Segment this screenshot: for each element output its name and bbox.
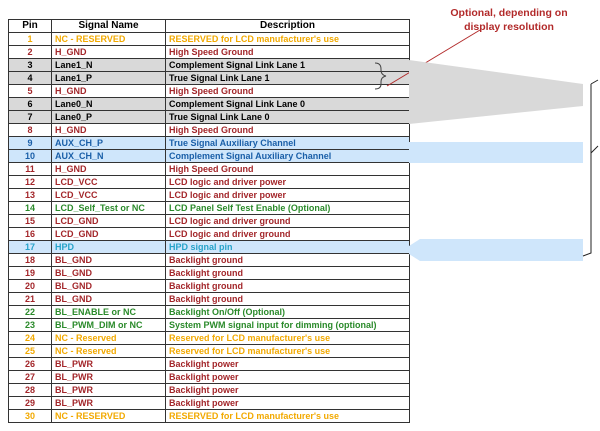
lane1-brace — [375, 63, 386, 89]
signal-name-cell: LCD_VCC — [52, 189, 166, 202]
description-cell: Backlight power — [166, 384, 410, 397]
signal-name-cell: BL_GND — [52, 254, 166, 267]
signal-name-cell: LCD_GND — [52, 215, 166, 228]
pin-cell: 23 — [9, 319, 52, 332]
header-pin: Pin — [9, 20, 52, 33]
signal-name-cell: LCD_Self_Test or NC — [52, 202, 166, 215]
signal-name-cell: NC - Reserved — [52, 332, 166, 345]
pin-cell: 29 — [9, 397, 52, 410]
pin-cell: 10 — [9, 150, 52, 163]
pin-cell: 7 — [9, 111, 52, 124]
signal-name-cell: BL_PWR — [52, 371, 166, 384]
signal-name-cell: BL_PWR — [52, 384, 166, 397]
description-cell: Backlight ground — [166, 267, 410, 280]
signal-name-cell: BL_GND — [52, 293, 166, 306]
description-cell: High Speed Ground — [166, 124, 410, 137]
annotation-line-2: display resolution — [464, 21, 554, 33]
description-cell: Complement Signal Link Lane 0 — [166, 98, 410, 111]
pin-cell: 25 — [9, 345, 52, 358]
signal-name-cell: BL_GND — [52, 280, 166, 293]
description-cell: True Signal Auxiliary Channel — [166, 137, 410, 150]
pin-cell: 16 — [9, 228, 52, 241]
description-cell: Backlight On/Off (Optional) — [166, 306, 410, 319]
description-cell: Backlight ground — [166, 254, 410, 267]
signal-name-cell: H_GND — [52, 163, 166, 176]
header-signal-name: Signal Name — [52, 20, 166, 33]
signal-name-cell: H_GND — [52, 85, 166, 98]
pin-cell: 12 — [9, 176, 52, 189]
description-cell: Complement Signal Auxiliary Channel — [166, 150, 410, 163]
signal-name-cell: NC - RESERVED — [52, 410, 166, 423]
pin-cell: 24 — [9, 332, 52, 345]
description-cell: Reserved for LCD manufacturer's use — [166, 345, 410, 358]
signal-name-cell: BL_PWR — [52, 397, 166, 410]
description-cell: Reserved for LCD manufacturer's use — [166, 332, 410, 345]
header-description: Description — [166, 20, 410, 33]
description-cell: Complement Signal Link Lane 1 — [166, 59, 410, 72]
annotation-line-1: Optional, depending on — [450, 7, 568, 19]
pin-cell: 17 — [9, 241, 52, 254]
description-cell: LCD logic and driver ground — [166, 215, 410, 228]
description-cell: Backlight ground — [166, 293, 410, 306]
pin-cell: 15 — [9, 215, 52, 228]
aux-band — [409, 142, 583, 163]
signal-name-cell: Lane1_N — [52, 59, 166, 72]
signal-name-cell: NC - Reserved — [52, 345, 166, 358]
description-cell: LCD logic and driver ground — [166, 228, 410, 241]
pin-cell: 19 — [9, 267, 52, 280]
pin-cell: 13 — [9, 189, 52, 202]
pin-cell: 21 — [9, 293, 52, 306]
pin-cell: 22 — [9, 306, 52, 319]
description-cell: High Speed Ground — [166, 163, 410, 176]
pin-cell: 4 — [9, 72, 52, 85]
description-cell: LCD Panel Self Test Enable (Optional) — [166, 202, 410, 215]
signal-name-cell: NC - RESERVED — [52, 33, 166, 46]
pin-cell: 18 — [9, 254, 52, 267]
right-bracket-line — [583, 80, 598, 256]
pin-cell: 8 — [9, 124, 52, 137]
description-cell: True Signal Link Lane 1 — [166, 72, 410, 85]
signal-name-cell: BL_ENABLE or NC — [52, 306, 166, 319]
description-cell: Backlight power — [166, 358, 410, 371]
signal-name-cell: H_GND — [52, 46, 166, 59]
description-cell: System PWM signal input for dimming (optional) — [166, 319, 410, 332]
pin-cell: 27 — [9, 371, 52, 384]
description-cell: Backlight ground — [166, 280, 410, 293]
signal-name-cell: H_GND — [52, 124, 166, 137]
pin-cell: 14 — [9, 202, 52, 215]
right-bracket-tick — [591, 146, 598, 153]
signal-name-cell: BL_PWR — [52, 358, 166, 371]
signal-name-cell: AUX_CH_P — [52, 137, 166, 150]
description-cell: LCD logic and driver power — [166, 176, 410, 189]
pin-cell: 2 — [9, 46, 52, 59]
description-cell: High Speed Ground — [166, 46, 410, 59]
description-cell: True Signal Link Lane 0 — [166, 111, 410, 124]
signal-name-cell: Lane0_N — [52, 98, 166, 111]
description-cell: HPD signal pin — [166, 241, 410, 254]
hpd-band — [409, 239, 583, 261]
description-cell: Backlight power — [166, 397, 410, 410]
signal-name-cell: HPD — [52, 241, 166, 254]
pin-cell: 20 — [9, 280, 52, 293]
pin-cell: 5 — [9, 85, 52, 98]
signal-name-cell: Lane0_P — [52, 111, 166, 124]
signal-name-cell: Lane1_P — [52, 72, 166, 85]
description-cell: LCD logic and driver power — [166, 189, 410, 202]
description-cell: RESERVED for LCD manufacturer's use — [166, 410, 410, 423]
description-cell: High Speed Ground — [166, 85, 410, 98]
pin-cell: 6 — [9, 98, 52, 111]
pin-cell: 26 — [9, 358, 52, 371]
lane-band — [409, 60, 583, 124]
signal-name-cell: LCD_VCC — [52, 176, 166, 189]
signal-name-cell: LCD_GND — [52, 228, 166, 241]
pin-cell: 1 — [9, 33, 52, 46]
pin-cell: 28 — [9, 384, 52, 397]
signal-name-cell: BL_PWM_DIM or NC — [52, 319, 166, 332]
pin-cell: 9 — [9, 137, 52, 150]
description-cell: RESERVED for LCD manufacturer's use — [166, 33, 410, 46]
pin-cell: 11 — [9, 163, 52, 176]
pin-cell: 3 — [9, 59, 52, 72]
pin-cell: 30 — [9, 410, 52, 423]
signal-name-cell: BL_GND — [52, 267, 166, 280]
description-cell: Backlight power — [166, 371, 410, 384]
signal-name-cell: AUX_CH_N — [52, 150, 166, 163]
